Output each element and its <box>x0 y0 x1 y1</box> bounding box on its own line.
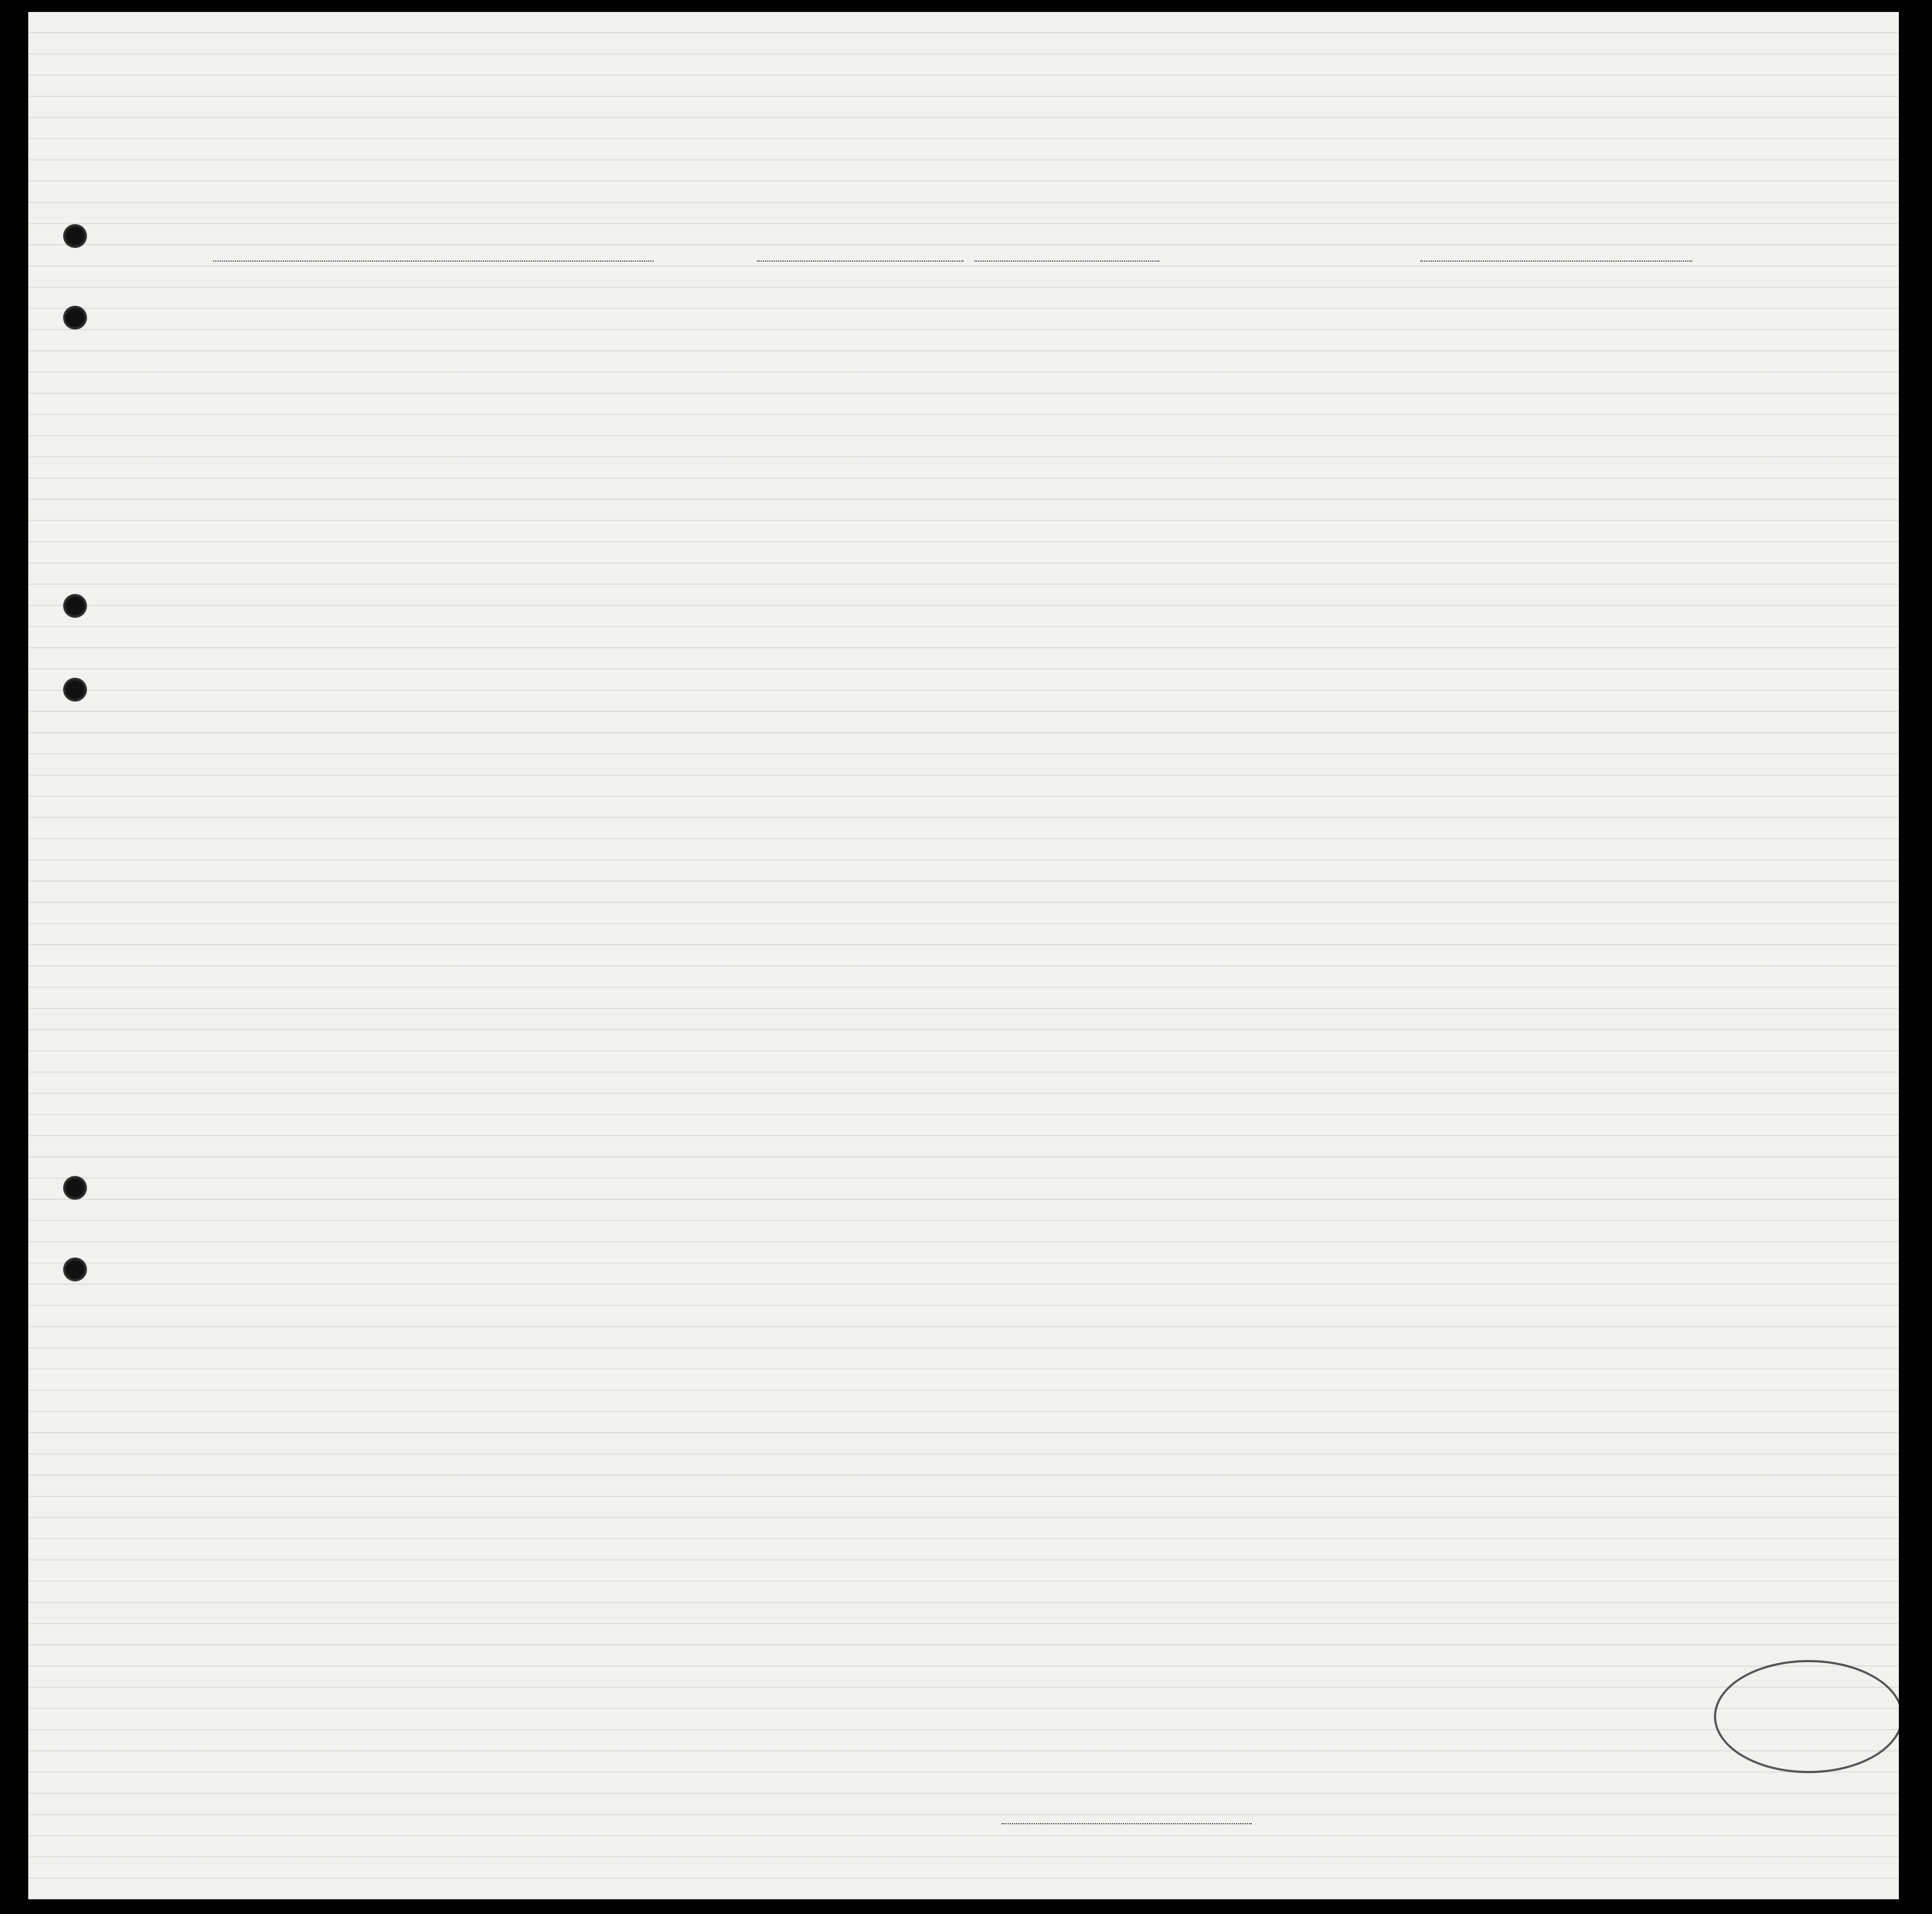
mercantile-marine-stamp <box>1714 1660 1899 1773</box>
punch-hole <box>63 1258 87 1281</box>
punch-hole <box>63 1176 87 1200</box>
punch-hole <box>63 306 87 330</box>
manifest-sheet <box>28 12 1899 1899</box>
manifest-grid <box>28 12 1899 1899</box>
punch-hole <box>63 678 87 702</box>
punch-hole <box>63 594 87 618</box>
inspector-signature-line <box>1002 1823 1252 1824</box>
punch-hole <box>63 224 87 248</box>
